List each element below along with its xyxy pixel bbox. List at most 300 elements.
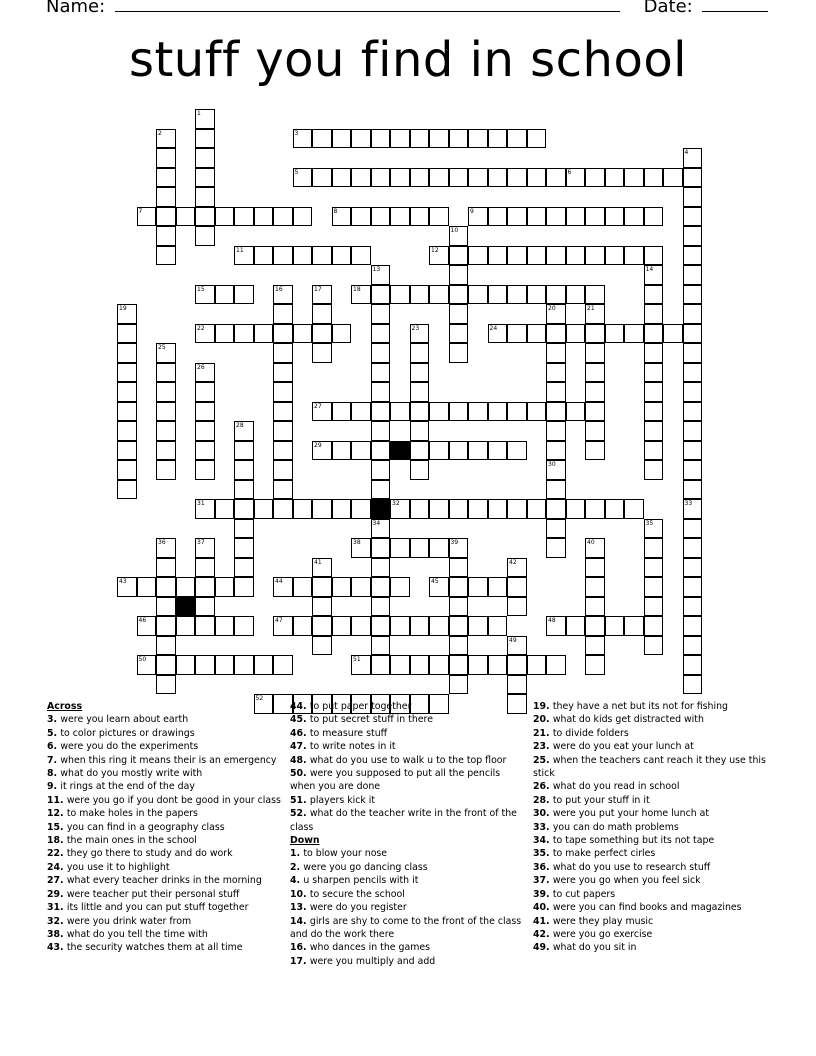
- grid-cell[interactable]: [449, 616, 469, 636]
- grid-cell[interactable]: [683, 597, 703, 617]
- grid-cell[interactable]: [332, 499, 352, 519]
- grid-cell[interactable]: [156, 402, 176, 422]
- grid-cell[interactable]: [351, 129, 371, 149]
- grid-cell[interactable]: [468, 246, 488, 266]
- grid-cell[interactable]: [351, 207, 371, 227]
- grid-cell[interactable]: [546, 363, 566, 383]
- grid-cell[interactable]: [195, 168, 215, 188]
- grid-cell[interactable]: [117, 480, 137, 500]
- grid-cell[interactable]: [644, 558, 664, 578]
- grid-cell[interactable]: [215, 655, 235, 675]
- grid-cell[interactable]: [312, 616, 332, 636]
- grid-cell[interactable]: [410, 655, 430, 675]
- grid-cell[interactable]: [546, 168, 566, 188]
- grid-cell[interactable]: [156, 226, 176, 246]
- grid-cell[interactable]: [156, 363, 176, 383]
- grid-cell[interactable]: [195, 597, 215, 617]
- grid-cell[interactable]: [371, 655, 391, 675]
- grid-cell[interactable]: [117, 421, 137, 441]
- grid-cell[interactable]: [195, 402, 215, 422]
- grid-cell[interactable]: [215, 577, 235, 597]
- grid-cell[interactable]: [234, 207, 254, 227]
- grid-cell[interactable]: [527, 207, 547, 227]
- grid-cell[interactable]: [371, 343, 391, 363]
- grid-cell[interactable]: [585, 246, 605, 266]
- grid-cell[interactable]: [215, 616, 235, 636]
- grid-cell[interactable]: [683, 343, 703, 363]
- grid-cell[interactable]: [527, 129, 547, 149]
- grid-cell[interactable]: [644, 577, 664, 597]
- grid-cell[interactable]: [410, 343, 430, 363]
- grid-cell[interactable]: [527, 324, 547, 344]
- grid-cell[interactable]: [429, 207, 449, 227]
- grid-cell[interactable]: [156, 616, 176, 636]
- grid-cell[interactable]: [273, 246, 293, 266]
- grid-cell[interactable]: [234, 519, 254, 539]
- grid-cell[interactable]: [390, 207, 410, 227]
- grid-cell[interactable]: [468, 168, 488, 188]
- grid-cell[interactable]: [273, 324, 293, 344]
- grid-cell[interactable]: [683, 480, 703, 500]
- grid-cell[interactable]: [273, 382, 293, 402]
- grid-cell[interactable]: [410, 421, 430, 441]
- grid-cell[interactable]: [449, 597, 469, 617]
- grid-cell[interactable]: [117, 382, 137, 402]
- grid-cell[interactable]: [449, 343, 469, 363]
- grid-cell[interactable]: [429, 285, 449, 305]
- grid-cell[interactable]: [273, 207, 293, 227]
- grid-cell[interactable]: [449, 285, 469, 305]
- grid-cell[interactable]: [273, 480, 293, 500]
- grid-cell[interactable]: [585, 655, 605, 675]
- grid-cell[interactable]: [527, 168, 547, 188]
- grid-cell[interactable]: [117, 324, 137, 344]
- grid-cell[interactable]: [234, 499, 254, 519]
- grid-cell[interactable]: [683, 655, 703, 675]
- grid-cell[interactable]: [546, 421, 566, 441]
- grid-cell[interactable]: [273, 460, 293, 480]
- grid-cell[interactable]: [644, 343, 664, 363]
- grid-cell[interactable]: [254, 324, 274, 344]
- grid-cell[interactable]: [195, 382, 215, 402]
- grid-cell[interactable]: [663, 168, 683, 188]
- grid-cell[interactable]: [546, 519, 566, 539]
- grid-cell[interactable]: [195, 616, 215, 636]
- grid-cell[interactable]: [683, 441, 703, 461]
- grid-cell[interactable]: [507, 577, 527, 597]
- grid-cell[interactable]: [468, 577, 488, 597]
- grid-cell[interactable]: [585, 421, 605, 441]
- grid-cell[interactable]: [429, 129, 449, 149]
- grid-cell[interactable]: [371, 558, 391, 578]
- grid-cell[interactable]: [644, 304, 664, 324]
- grid-cell[interactable]: [254, 655, 274, 675]
- grid-cell[interactable]: [234, 558, 254, 578]
- grid-cell[interactable]: [566, 402, 586, 422]
- grid-cell[interactable]: [624, 499, 644, 519]
- grid-cell[interactable]: [254, 499, 274, 519]
- grid-cell[interactable]: [507, 324, 527, 344]
- grid-cell[interactable]: [585, 382, 605, 402]
- grid-cell[interactable]: [273, 363, 293, 383]
- grid-cell[interactable]: [683, 558, 703, 578]
- grid-cell[interactable]: [156, 382, 176, 402]
- grid-cell[interactable]: [429, 441, 449, 461]
- grid-cell[interactable]: [410, 538, 430, 558]
- grid-cell[interactable]: [585, 207, 605, 227]
- grid-cell[interactable]: [332, 129, 352, 149]
- grid-cell[interactable]: [293, 207, 313, 227]
- grid-cell[interactable]: [585, 285, 605, 305]
- grid-cell[interactable]: [371, 616, 391, 636]
- grid-cell[interactable]: [195, 226, 215, 246]
- grid-cell[interactable]: [488, 577, 508, 597]
- grid-cell[interactable]: [644, 597, 664, 617]
- grid-cell[interactable]: [429, 499, 449, 519]
- grid-cell[interactable]: [624, 168, 644, 188]
- grid-cell[interactable]: [585, 499, 605, 519]
- grid-cell[interactable]: [605, 499, 625, 519]
- grid-cell[interactable]: [390, 538, 410, 558]
- grid-cell[interactable]: [410, 285, 430, 305]
- grid-cell[interactable]: [585, 597, 605, 617]
- grid-cell[interactable]: [585, 636, 605, 656]
- grid-cell[interactable]: [215, 285, 235, 305]
- grid-cell[interactable]: [332, 168, 352, 188]
- grid-cell[interactable]: [332, 324, 352, 344]
- grid-cell[interactable]: [488, 499, 508, 519]
- grid-cell[interactable]: [332, 616, 352, 636]
- grid-cell[interactable]: [683, 226, 703, 246]
- grid-cell[interactable]: [585, 616, 605, 636]
- grid-cell[interactable]: [449, 636, 469, 656]
- grid-cell[interactable]: [293, 499, 313, 519]
- grid-cell[interactable]: [449, 246, 469, 266]
- grid-cell[interactable]: [683, 304, 703, 324]
- grid-cell[interactable]: [273, 343, 293, 363]
- grid-cell[interactable]: [546, 538, 566, 558]
- grid-cell[interactable]: [644, 402, 664, 422]
- grid-cell[interactable]: [273, 402, 293, 422]
- grid-cell[interactable]: [429, 655, 449, 675]
- grid-cell[interactable]: [449, 558, 469, 578]
- grid-cell[interactable]: [449, 168, 469, 188]
- grid-cell[interactable]: [488, 655, 508, 675]
- grid-cell[interactable]: [644, 207, 664, 227]
- grid-cell[interactable]: [156, 636, 176, 656]
- grid-cell[interactable]: [273, 655, 293, 675]
- grid-cell[interactable]: [488, 168, 508, 188]
- grid-cell[interactable]: [566, 285, 586, 305]
- grid-cell[interactable]: [371, 441, 391, 461]
- grid-cell[interactable]: [449, 655, 469, 675]
- grid-cell[interactable]: [683, 285, 703, 305]
- grid-cell[interactable]: [546, 441, 566, 461]
- grid-cell[interactable]: [312, 168, 332, 188]
- grid-cell[interactable]: [546, 402, 566, 422]
- grid-cell[interactable]: [468, 402, 488, 422]
- grid-cell[interactable]: [449, 577, 469, 597]
- grid-cell[interactable]: [156, 597, 176, 617]
- grid-cell[interactable]: [117, 402, 137, 422]
- grid-cell[interactable]: [156, 148, 176, 168]
- name-field[interactable]: [115, 0, 620, 12]
- grid-cell[interactable]: [585, 168, 605, 188]
- grid-cell[interactable]: [449, 324, 469, 344]
- grid-cell[interactable]: [332, 441, 352, 461]
- grid-cell[interactable]: [644, 421, 664, 441]
- grid-cell[interactable]: [195, 148, 215, 168]
- grid-cell[interactable]: [488, 441, 508, 461]
- grid-cell[interactable]: [293, 616, 313, 636]
- grid-cell[interactable]: [273, 421, 293, 441]
- grid-cell[interactable]: [507, 246, 527, 266]
- grid-cell[interactable]: [644, 460, 664, 480]
- grid-cell[interactable]: [156, 187, 176, 207]
- grid-cell[interactable]: [332, 246, 352, 266]
- grid-cell[interactable]: [273, 499, 293, 519]
- grid-cell[interactable]: [468, 441, 488, 461]
- grid-cell[interactable]: [507, 597, 527, 617]
- grid-cell[interactable]: [195, 460, 215, 480]
- grid-cell[interactable]: [507, 168, 527, 188]
- grid-cell[interactable]: [488, 207, 508, 227]
- grid-cell[interactable]: [410, 363, 430, 383]
- grid-cell[interactable]: [117, 343, 137, 363]
- grid-cell[interactable]: [351, 616, 371, 636]
- grid-cell[interactable]: [176, 616, 196, 636]
- grid-cell[interactable]: [468, 499, 488, 519]
- grid-cell[interactable]: [156, 421, 176, 441]
- grid-cell[interactable]: [683, 636, 703, 656]
- grid-cell[interactable]: [429, 616, 449, 636]
- grid-cell[interactable]: [644, 324, 664, 344]
- grid-cell[interactable]: [332, 402, 352, 422]
- grid-cell[interactable]: [351, 441, 371, 461]
- grid-cell[interactable]: [605, 168, 625, 188]
- grid-cell[interactable]: [410, 441, 430, 461]
- grid-cell[interactable]: [527, 246, 547, 266]
- grid-cell[interactable]: [195, 558, 215, 578]
- grid-cell[interactable]: [351, 246, 371, 266]
- grid-cell[interactable]: [585, 402, 605, 422]
- grid-cell[interactable]: [371, 382, 391, 402]
- grid-cell[interactable]: [488, 285, 508, 305]
- grid-cell[interactable]: [468, 655, 488, 675]
- grid-cell[interactable]: [644, 382, 664, 402]
- grid-cell[interactable]: [312, 246, 332, 266]
- grid-cell[interactable]: [410, 460, 430, 480]
- grid-cell[interactable]: [546, 324, 566, 344]
- grid-cell[interactable]: [410, 207, 430, 227]
- grid-cell[interactable]: [507, 207, 527, 227]
- grid-cell[interactable]: [507, 402, 527, 422]
- grid-cell[interactable]: [371, 207, 391, 227]
- grid-cell[interactable]: [566, 246, 586, 266]
- grid-cell[interactable]: [195, 207, 215, 227]
- grid-cell[interactable]: [273, 304, 293, 324]
- grid-cell[interactable]: [176, 655, 196, 675]
- date-field[interactable]: [702, 0, 768, 12]
- grid-cell[interactable]: [156, 675, 176, 695]
- grid-cell[interactable]: [234, 324, 254, 344]
- grid-cell[interactable]: [410, 402, 430, 422]
- grid-cell[interactable]: [156, 558, 176, 578]
- grid-cell[interactable]: [195, 421, 215, 441]
- grid-cell[interactable]: [390, 577, 410, 597]
- grid-cell[interactable]: [371, 129, 391, 149]
- grid-cell[interactable]: [546, 480, 566, 500]
- grid-cell[interactable]: [644, 616, 664, 636]
- grid-cell[interactable]: [390, 285, 410, 305]
- grid-cell[interactable]: [234, 616, 254, 636]
- grid-cell[interactable]: [215, 499, 235, 519]
- grid-cell[interactable]: [683, 421, 703, 441]
- grid-cell[interactable]: [371, 421, 391, 441]
- grid-cell[interactable]: [644, 441, 664, 461]
- grid-cell[interactable]: [156, 207, 176, 227]
- grid-cell[interactable]: [351, 168, 371, 188]
- grid-cell[interactable]: [371, 636, 391, 656]
- grid-cell[interactable]: [585, 363, 605, 383]
- grid-cell[interactable]: [683, 246, 703, 266]
- grid-cell[interactable]: [429, 538, 449, 558]
- grid-cell[interactable]: [683, 519, 703, 539]
- grid-cell[interactable]: [624, 246, 644, 266]
- grid-cell[interactable]: [683, 577, 703, 597]
- grid-cell[interactable]: [351, 402, 371, 422]
- grid-cell[interactable]: [683, 382, 703, 402]
- grid-cell[interactable]: [683, 616, 703, 636]
- grid-cell[interactable]: [332, 577, 352, 597]
- grid-cell[interactable]: [585, 324, 605, 344]
- grid-cell[interactable]: [449, 265, 469, 285]
- grid-cell[interactable]: [507, 441, 527, 461]
- grid-cell[interactable]: [605, 246, 625, 266]
- grid-cell[interactable]: [429, 168, 449, 188]
- grid-cell[interactable]: [644, 285, 664, 305]
- grid-cell[interactable]: [507, 675, 527, 695]
- grid-cell[interactable]: [683, 363, 703, 383]
- grid-cell[interactable]: [644, 363, 664, 383]
- grid-cell[interactable]: [137, 577, 157, 597]
- grid-cell[interactable]: [117, 441, 137, 461]
- grid-cell[interactable]: [683, 207, 703, 227]
- grid-cell[interactable]: [293, 246, 313, 266]
- grid-cell[interactable]: [449, 304, 469, 324]
- grid-cell[interactable]: [488, 129, 508, 149]
- grid-cell[interactable]: [527, 655, 547, 675]
- grid-cell[interactable]: [390, 168, 410, 188]
- grid-cell[interactable]: [312, 636, 332, 656]
- grid-cell[interactable]: [371, 304, 391, 324]
- grid-cell[interactable]: [254, 246, 274, 266]
- grid-cell[interactable]: [371, 460, 391, 480]
- grid-cell[interactable]: [507, 285, 527, 305]
- grid-cell[interactable]: [468, 129, 488, 149]
- grid-cell[interactable]: [371, 324, 391, 344]
- grid-cell[interactable]: [371, 597, 391, 617]
- grid-cell[interactable]: [546, 655, 566, 675]
- grid-cell[interactable]: [585, 441, 605, 461]
- grid-cell[interactable]: [312, 129, 332, 149]
- grid-cell[interactable]: [312, 324, 332, 344]
- grid-cell[interactable]: [683, 187, 703, 207]
- grid-cell[interactable]: [605, 207, 625, 227]
- grid-cell[interactable]: [312, 343, 332, 363]
- grid-cell[interactable]: [683, 538, 703, 558]
- grid-cell[interactable]: [390, 402, 410, 422]
- grid-cell[interactable]: [644, 538, 664, 558]
- grid-cell[interactable]: [429, 402, 449, 422]
- grid-cell[interactable]: [546, 499, 566, 519]
- grid-cell[interactable]: [605, 324, 625, 344]
- grid-cell[interactable]: [351, 577, 371, 597]
- grid-cell[interactable]: [624, 324, 644, 344]
- grid-cell[interactable]: [507, 655, 527, 675]
- grid-cell[interactable]: [156, 441, 176, 461]
- grid-cell[interactable]: [117, 460, 137, 480]
- grid-cell[interactable]: [390, 616, 410, 636]
- grid-cell[interactable]: [234, 655, 254, 675]
- grid-cell[interactable]: [410, 382, 430, 402]
- grid-cell[interactable]: [449, 499, 469, 519]
- grid-cell[interactable]: [371, 538, 391, 558]
- grid-cell[interactable]: [527, 499, 547, 519]
- grid-cell[interactable]: [683, 460, 703, 480]
- grid-cell[interactable]: [371, 402, 391, 422]
- grid-cell[interactable]: [410, 616, 430, 636]
- grid-cell[interactable]: [234, 538, 254, 558]
- grid-cell[interactable]: [371, 285, 391, 305]
- grid-cell[interactable]: [566, 499, 586, 519]
- grid-cell[interactable]: [605, 616, 625, 636]
- grid-cell[interactable]: [449, 402, 469, 422]
- grid-cell[interactable]: [371, 577, 391, 597]
- grid-cell[interactable]: [683, 324, 703, 344]
- grid-cell[interactable]: [176, 577, 196, 597]
- grid-cell[interactable]: [585, 577, 605, 597]
- grid-cell[interactable]: [410, 129, 430, 149]
- grid-cell[interactable]: [156, 460, 176, 480]
- grid-cell[interactable]: [585, 343, 605, 363]
- grid-cell[interactable]: [468, 285, 488, 305]
- grid-cell[interactable]: [683, 402, 703, 422]
- grid-cell[interactable]: [566, 324, 586, 344]
- grid-cell[interactable]: [644, 168, 664, 188]
- grid-cell[interactable]: [644, 246, 664, 266]
- grid-cell[interactable]: [234, 577, 254, 597]
- grid-cell[interactable]: [234, 285, 254, 305]
- grid-cell[interactable]: [234, 480, 254, 500]
- grid-cell[interactable]: [195, 577, 215, 597]
- grid-cell[interactable]: [312, 304, 332, 324]
- grid-cell[interactable]: [566, 207, 586, 227]
- grid-cell[interactable]: [254, 207, 274, 227]
- grid-cell[interactable]: [468, 616, 488, 636]
- grid-cell[interactable]: [449, 441, 469, 461]
- grid-cell[interactable]: [234, 441, 254, 461]
- grid-cell[interactable]: [644, 636, 664, 656]
- grid-cell[interactable]: [683, 675, 703, 695]
- grid-cell[interactable]: [663, 324, 683, 344]
- grid-cell[interactable]: [546, 285, 566, 305]
- grid-cell[interactable]: [585, 558, 605, 578]
- grid-cell[interactable]: [273, 441, 293, 461]
- grid-cell[interactable]: [293, 324, 313, 344]
- grid-cell[interactable]: [371, 168, 391, 188]
- grid-cell[interactable]: [195, 441, 215, 461]
